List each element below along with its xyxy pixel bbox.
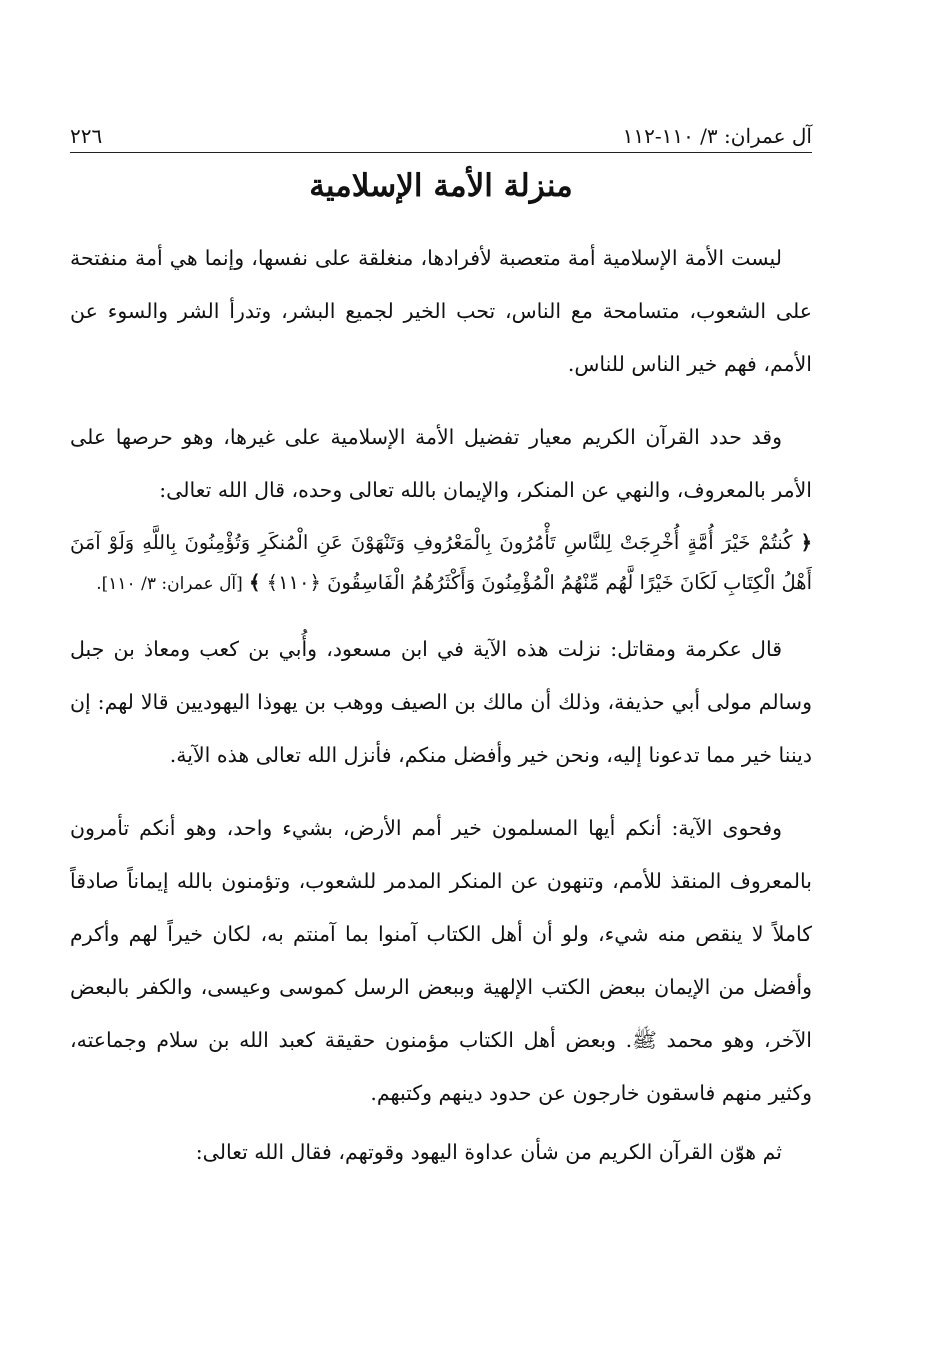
paragraph-transition: ثم هوّن القرآن الكريم من شأن عداوة اليهود وقوتهم، فقال الله تعالى: xyxy=(195,1140,782,1164)
verse-number: ﴿١١٠﴾ xyxy=(266,571,321,594)
surah-reference: آل عمران: ٣/ ١١٠-١١٢ xyxy=(622,124,812,148)
running-header xyxy=(70,112,812,148)
chapter-title: منزلة الأمة الإسلامية xyxy=(309,168,573,204)
verse-citation: [آل عمران: ٣/ ١١٠]. xyxy=(96,574,243,594)
quran-verse-block xyxy=(70,523,812,603)
quran-verse: كُنتُمْ خَيْرَ أُمَّةٍ أُخْرِجَتْ لِلنَّاسِ تَأْمُرُونَ بِالْمَعْرُوفِ وَتَنْهَوْنَ عَنِ الْمُنكَرِ وَتُؤْمِنُونَ بِاللَّهِ وَلَوْ آمَنَ أَهْلُ الْكِتَابِ لَكَانَ خَيْرًا لَّهُم مِّنْهُمُ الْمُؤْمِنُونَ وَأَكْثَرُهُمُ الْفَاسِقُونَ xyxy=(70,531,812,594)
paragraph-gap xyxy=(70,397,812,411)
verse-open-bracket: ﴿ xyxy=(800,531,812,554)
body-text xyxy=(70,232,812,1185)
paragraph-criterion: وقد حدد القرآن الكريم معيار تفضيل الأمة الإسلامية على غيرها، وهو حرصها على الأمر بالمعروف، والنهي عن المنكر، والإيمان بالله تعالى وحده، قال الله تعالى: xyxy=(70,425,812,502)
verse-close-bracket: ﴾ xyxy=(248,571,261,594)
paragraph-meaning: وفحوى الآية: أنكم أيها المسلمون خير أمم الأرض، بشيء واحد، وهو أنكم تأمرون بالمعروف المنقذ للأمم، وتنهون عن المنكر المدمر للشعوب، وتؤمنون بالله إيماناً صادقاً كاملاً لا ينقص منه شيء، ولو أن أهل الكتاب آمنوا بما آمنتم به، لكان خيراً لهم وأكرم وأفضل من الإيمان ببعض الكتب الإلهية وببعض الرسل كموسى وعيسى، والكفر بالبعض الآخر، وهو محمد ﷺ. وبعض أهل الكتاب مؤمنون حقيقة كعبد الله بن سلام وجماعته، وكثير منهم فاسقون خارجون عن حدود دينهم وكتبهم. xyxy=(70,816,812,1105)
paragraph-gap xyxy=(70,609,812,623)
paragraph-occasion: قال عكرمة ومقاتل: نزلت هذه الآية في ابن مسعود، وأُبي بن كعب ومعاذ بن جبل وسالم مولى أبي حذيفة، وذلك أن مالك بن الصيف ووهب بن يهوذا اليهوديين قالا لهم: إن ديننا خير مما تدعونا إليه، ونحن خير وأفضل منكم، فأنزل الله تعالى هذه الآية. xyxy=(70,637,812,767)
book-page xyxy=(70,0,812,1370)
header-divider xyxy=(70,152,812,153)
paragraph-intro: ليست الأمة الإسلامية أمة متعصبة لأفرادها، منغلقة على نفسها، وإنما هي أمة منفتحة على الشعوب، متسامحة مع الناس، تحب الخير لجميع البشر، وتدرأ الشر والسوء عن الأمم، فهم خير الناس للناس. xyxy=(70,246,812,376)
paragraph-gap xyxy=(70,788,812,802)
page-number: ٢٢٦ xyxy=(70,124,103,148)
